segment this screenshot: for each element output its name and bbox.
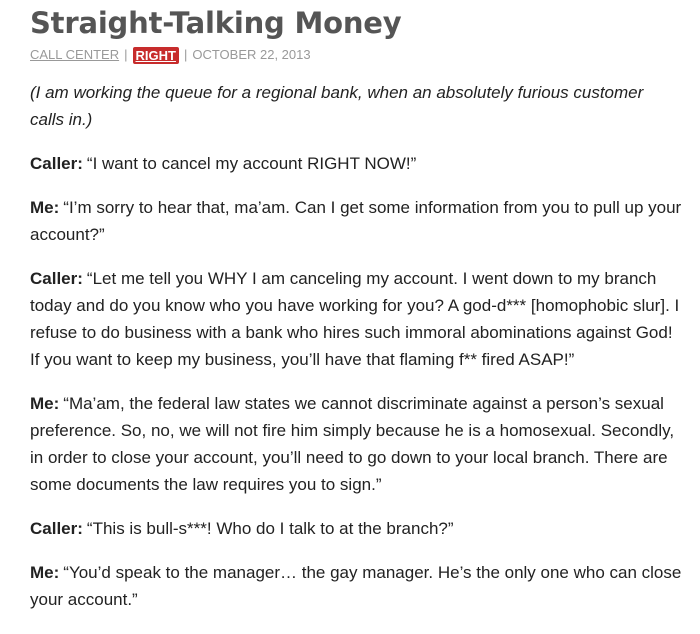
dialogue-text: “Ma’am, the federal law states we cannot discriminate against a person’s sexual preference. So, no, we will not fire him simply because he is a homosexual. Secondly, in order to close your account, you’ll need to go down to your local branch. There are some documents the law requires you to sign.” — [30, 394, 675, 494]
tag-badge-link[interactable]: RIGHT — [133, 47, 179, 64]
post-date: OCTOBER 22, 2013 — [192, 47, 311, 62]
dialogue-text: “This is bull-s***! Who do I talk to at the branch?” — [86, 519, 454, 538]
category-link[interactable]: CALL CENTER — [30, 47, 120, 62]
dialogue-text: “I want to cancel my account RIGHT NOW!” — [86, 154, 417, 173]
dialogue-line — [30, 150, 682, 177]
dialogue-text: “I’m sorry to hear that, ma’am. Can I get some information from you to pull up your account?” — [30, 198, 682, 244]
intro-text: (I am working the queue for a regional bank, when an absolutely furious customer calls in.) — [30, 83, 644, 129]
dialogue-line — [30, 390, 682, 498]
meta-separator: | — [124, 47, 128, 62]
speaker-label: Caller: — [30, 269, 83, 288]
dialogue-line — [30, 194, 682, 248]
dialogue-line — [30, 559, 682, 613]
speaker-label: Me: — [30, 394, 60, 413]
meta-separator: | — [183, 47, 188, 62]
dialogue-line — [30, 265, 682, 373]
speaker-label: Me: — [30, 563, 60, 582]
speaker-label: Me: — [30, 198, 60, 217]
dialogue-line — [30, 515, 682, 542]
article-meta — [30, 45, 682, 65]
dialogue-text: “Let me tell you WHY I am canceling my account. I went down to my branch today and do you know who you have working for you? A god-d*** [homophobic slur]. I refuse to do business with a bank who hires such immoral abominations against God! If you want to keep my business, you’ll have that flaming f** fired ASAP!” — [30, 269, 680, 369]
article-title: Straight-Talking Money — [30, 6, 402, 40]
dialogue-text: “You’d speak to the manager… the gay manager. He’s the only one who can close your account.” — [30, 563, 682, 609]
speaker-label: Caller: — [30, 519, 83, 538]
speaker-label: Caller: — [30, 154, 83, 173]
